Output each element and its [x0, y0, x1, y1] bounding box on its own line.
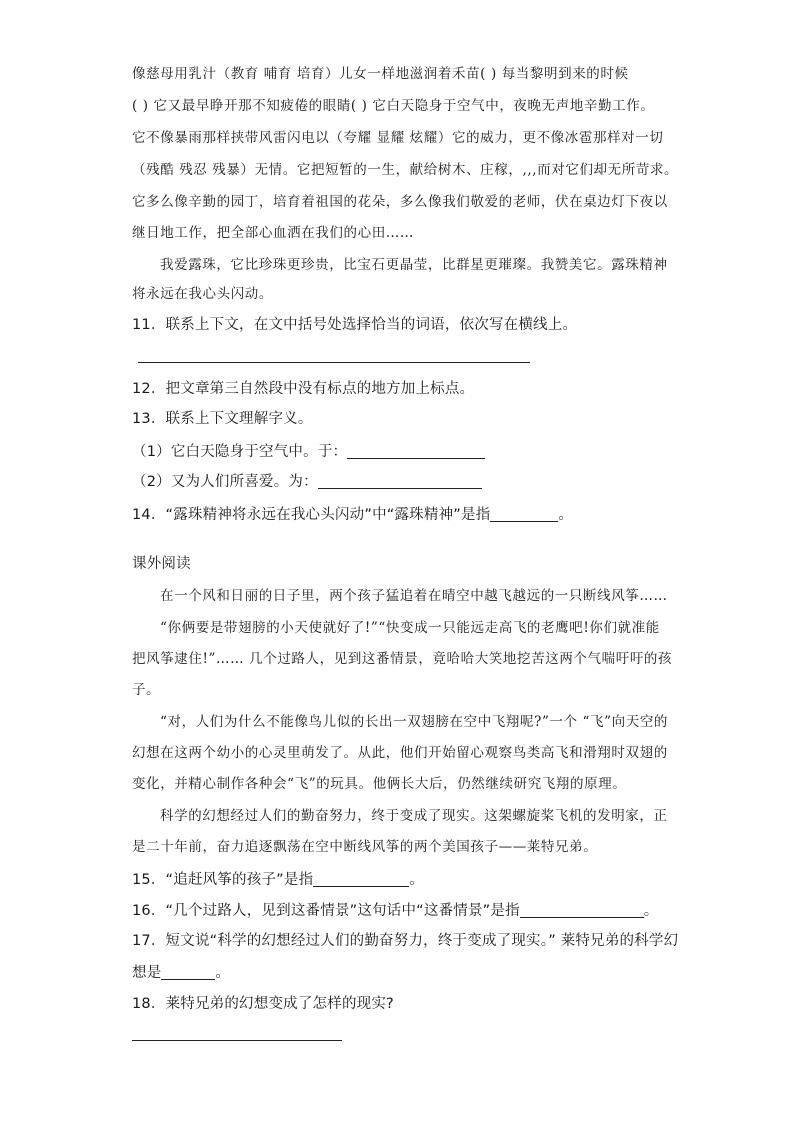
section-title: 课外阅读	[132, 556, 191, 572]
answer-blank-13-1[interactable]	[347, 444, 485, 459]
question-13-1-text: （1）它白天隐身于空气中。于：	[132, 444, 348, 460]
passage2-line-1: 在一个风和日丽的日子里，两个孩子猛追着在晴空中越飞越远的一只断线风筝……	[160, 588, 668, 604]
question-14-end: 。	[558, 507, 574, 523]
question-16-end: 。	[643, 903, 659, 919]
question-16-text: 16．“几个过路人，见到这番情景”这句话中“这番情景”是指	[132, 903, 520, 919]
question-17-cont	[132, 965, 230, 981]
passage2-line-5: “对，人们为什么不能像鸟儿似的长出一双翅膀在空中飞翔呢?”一个 “飞”向天空的	[160, 714, 669, 730]
passage2-line-6: 幻想在这两个幼小的心灵里萌发了。从此，他们开始留心观察鸟类高飞和滑翔时双翅的	[132, 745, 668, 761]
passage1-line-3: 它不像暴雨那样挟带风雷闪电以（夸耀 显耀 炫耀）它的威力，更不像冰雹那样对一切	[132, 130, 664, 146]
passage2-line-9: 是二十年前，奋力追逐飘荡在空中断线风筝的两个美国孩子——莱特兄弟。	[132, 839, 598, 855]
question-17: 17．短文说“科学的幻想经过人们的勤奋努力，终于变成了现实。” 莱特兄弟的科学幻	[132, 933, 679, 949]
answer-line-18[interactable]	[132, 1040, 342, 1041]
passage2-line-7: 变化，并精心制作各种会“飞”的玩具。他俩长大后，仍然继续研究飞翔的原理。	[132, 776, 627, 792]
question-13: 13．联系上下文理解字义。	[132, 411, 313, 427]
question-14-text: 14．“露珠精神将永远在我心头闪动”中“露珠精神”是指	[132, 507, 491, 523]
question-15-end: 。	[409, 872, 424, 888]
question-14	[132, 507, 573, 523]
answer-blank-14[interactable]	[490, 507, 558, 522]
question-15-text: 15．“追赶风筝的孩子”是指	[132, 872, 314, 888]
passage1-line-6: 继日地工作，把全部心血洒在我们的心田……	[132, 225, 414, 241]
passage1-line-2: ( ) 它又最早睁开那不知疲倦的眼睛( ) 它白天隐身于空气中，夜晚无声地辛勤工作。	[132, 98, 655, 114]
passage1-line-7: 我爱露珠，它比珍珠更珍贵，比宝石更晶莹，比群星更璀璨。我赞美它。露珠精神	[160, 257, 668, 273]
passage1-line-4: （残酷 残忍 残暴）无情。它把短暂的一生，献给树木、庄稼，,,,而对它们却无所苛求。	[132, 162, 679, 178]
passage2-line-4: 子。	[132, 682, 161, 698]
question-12: 12．把文章第三自然段中没有标点的地方加上标点。	[132, 381, 475, 397]
question-11: 11．联系上下文，在文中括号处选择恰当的词语，依次写在横线上。	[132, 317, 578, 333]
answer-line-11[interactable]	[138, 362, 530, 363]
question-13-2-text: （2）又为人们所喜爱。为：	[132, 474, 318, 490]
answer-blank-16[interactable]	[520, 903, 644, 918]
question-17-end: 。	[215, 965, 231, 981]
question-13-1	[132, 444, 485, 460]
passage2-line-2: “你俩要是带翅膀的小天使就好了!”“快变成一只能远走高飞的老鹰吧!你们就准能	[160, 620, 660, 636]
question-18: 18．莱特兄弟的幻想变成了怎样的现实?	[132, 996, 394, 1012]
passage1-line-8: 将永远在我心头闪动。	[132, 286, 273, 302]
answer-blank-13-2[interactable]	[318, 474, 482, 489]
answer-blank-15[interactable]	[313, 872, 409, 887]
answer-blank-17[interactable]	[161, 965, 215, 980]
passage2-line-8: 科学的幻想经过人们的勤奋努力，终于变成了现实。这架螺旋桨飞机的发明家，正	[160, 808, 668, 824]
question-15	[132, 872, 424, 888]
question-17-text: 想是	[132, 965, 162, 981]
question-13-2	[132, 474, 482, 490]
passage1-line-5: 它多么像辛勤的园丁，培育着祖国的花朵，多么像我们敬爱的老师，伏在桌边灯下夜以	[132, 194, 668, 210]
passage1-line-1: 像慈母用乳汁（教育 哺育 培育）儿女一样地滋润着禾苗( ) 每当黎明到来的时候	[132, 66, 629, 82]
question-16	[132, 903, 659, 919]
passage2-line-3: 把风筝逮住!”…… 几个过路人，见到这番情景，竟哈哈大笑地挖苦这两个气喘吁吁的孩	[132, 651, 673, 667]
